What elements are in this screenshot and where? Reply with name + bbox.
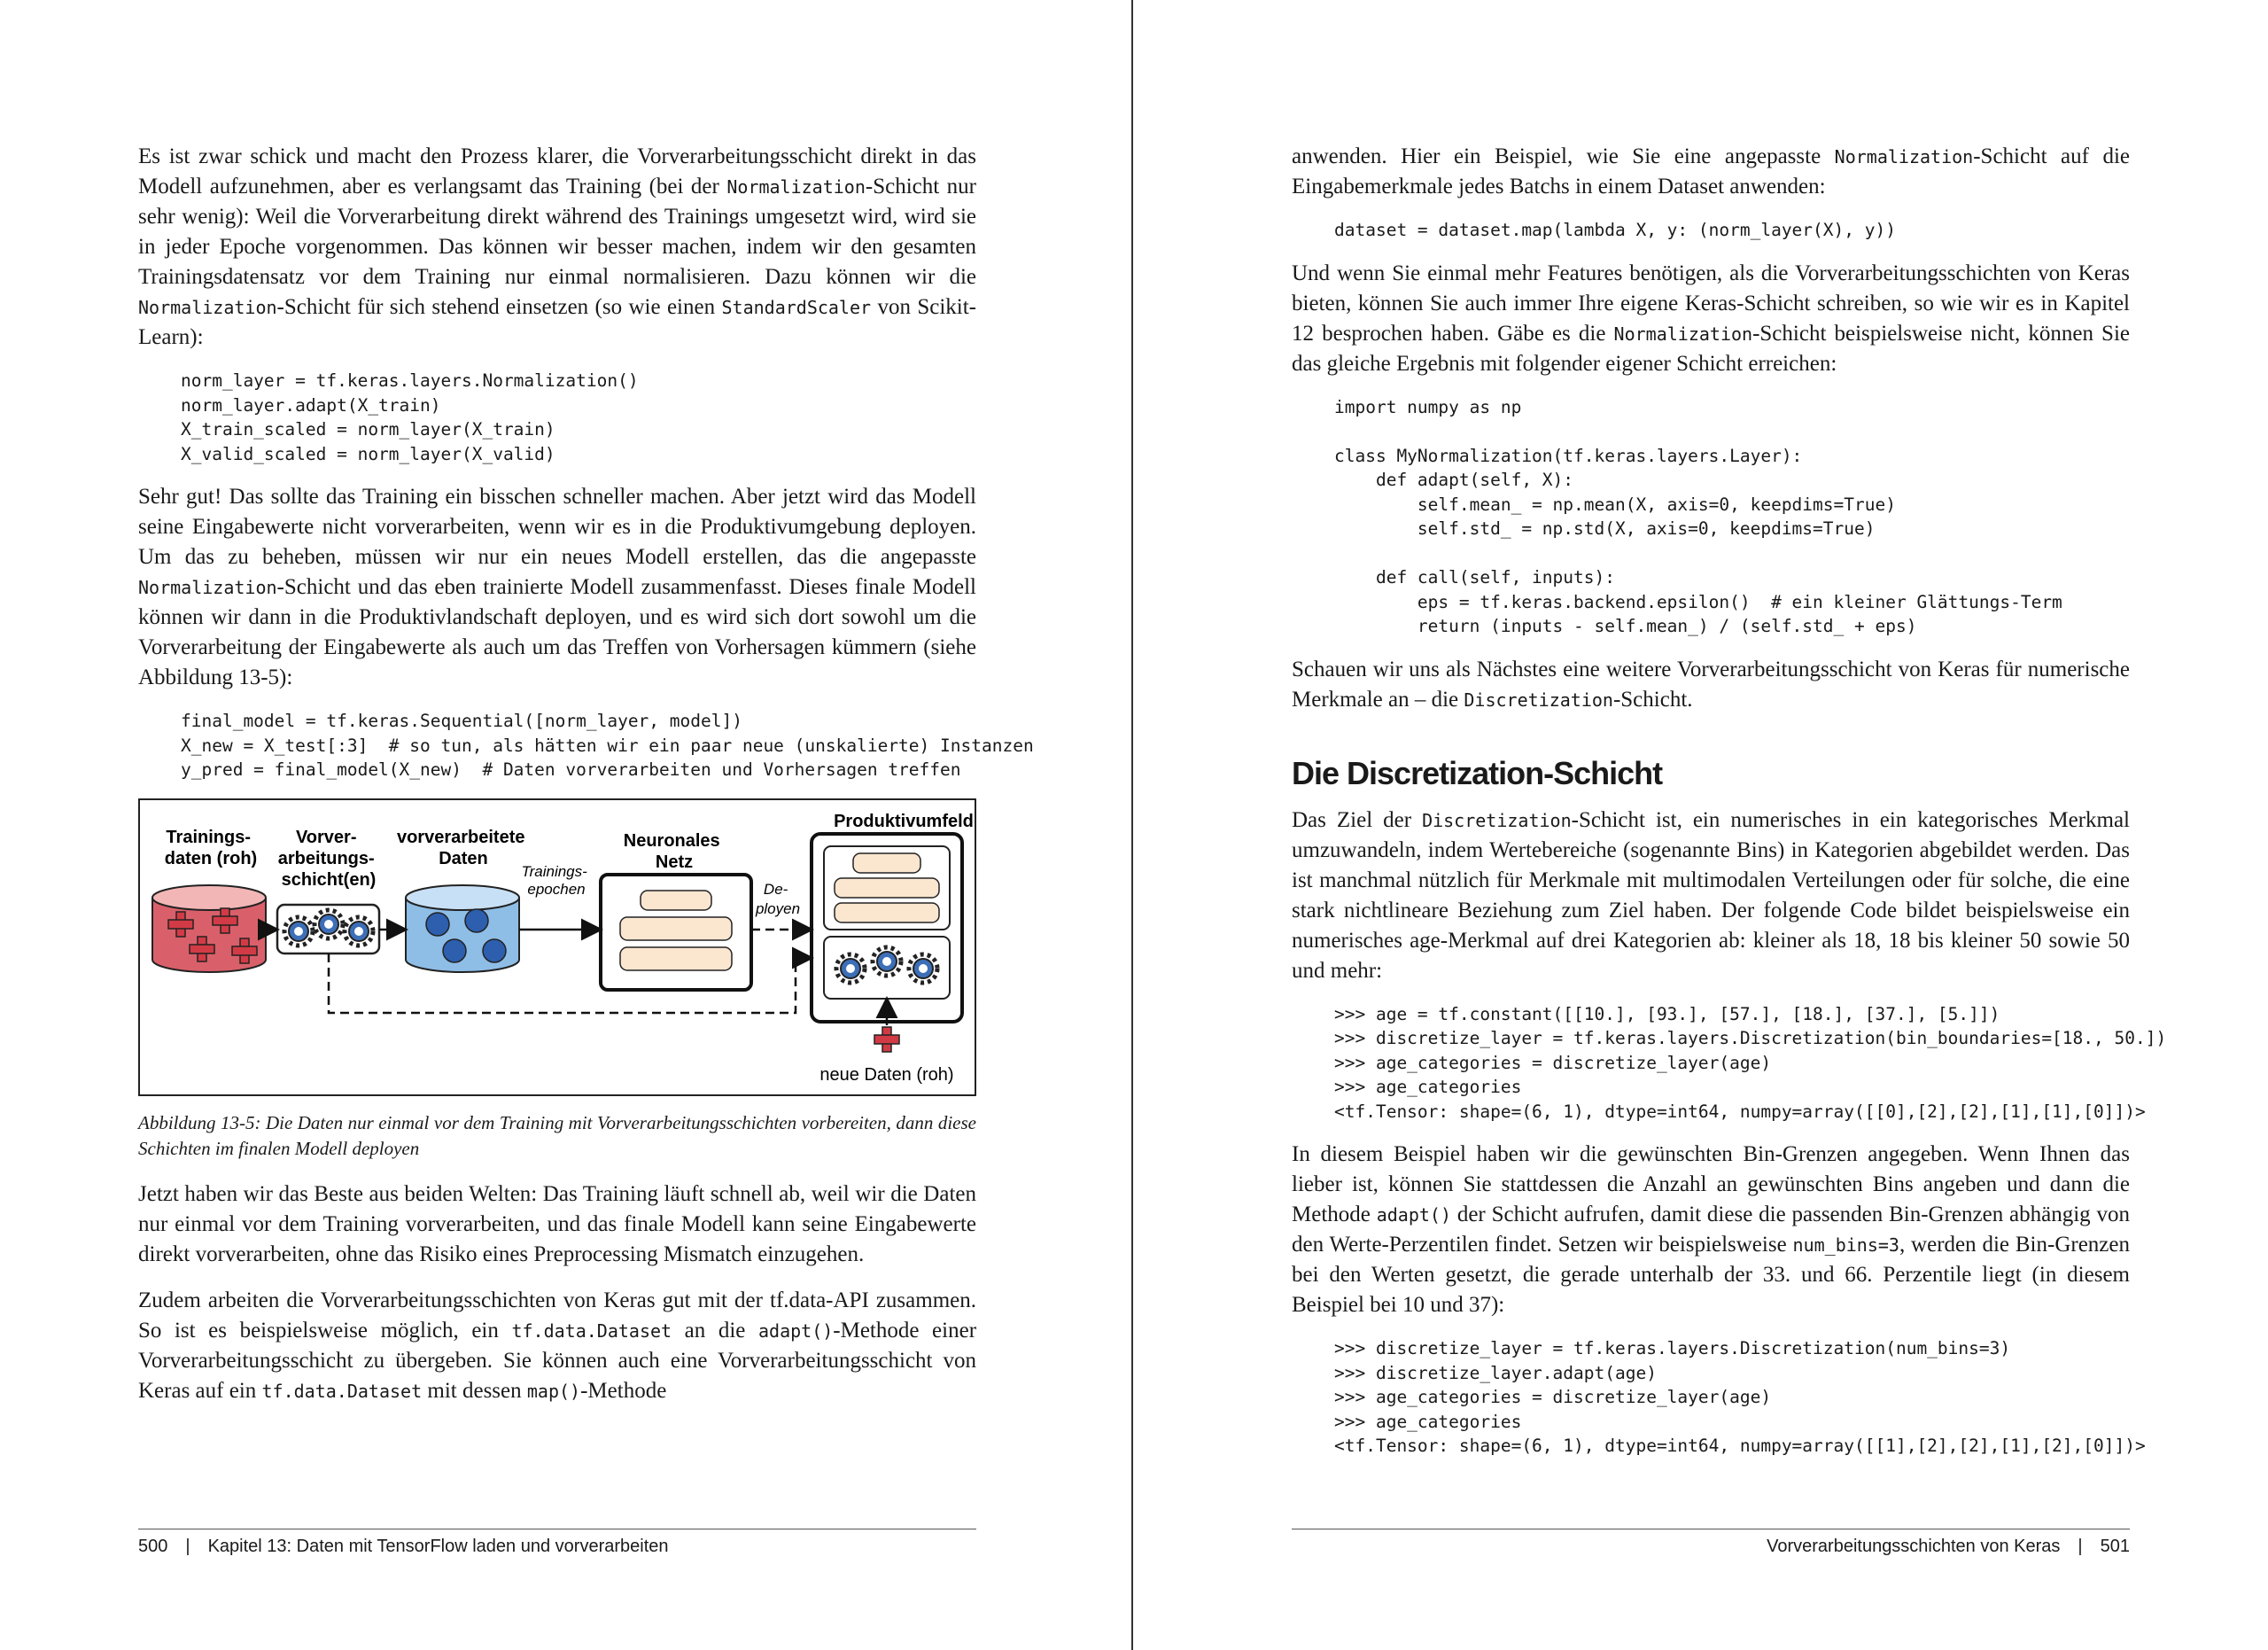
raw-data-cylinder [152, 885, 266, 972]
label-production: Produktivumfeld [834, 811, 974, 831]
figure-13-5 [138, 798, 976, 1096]
right-page [1135, 0, 2268, 1650]
code-block: >>> age = tf.constant([[10.], [93.], [57.], [18.], [37.], [5.]]) >>> discretize_layer = tf.keras.layers.Discretization(bin_boundaries=[18., 50.]) >>> age_categories = discretize_layer(age) >>> age_categories <tf.Tensor: shape=(6, 1), dtype=int64, numpy=array([[0],[2],[2],[1],[1],[0]])> [1334, 1003, 2167, 1122]
neural-network-box [601, 875, 751, 990]
preprocessing-layers-box [277, 905, 379, 953]
label-neural-net: Neuronales Netz [623, 830, 720, 872]
paragraph: Jetzt haben wir das Beste aus beiden Welten: Das Training läuft schnell ab, weil wir die Daten nur einmal vor dem Training vorverarbeiten, und das finale Modell kann seine Eingabewerte direkt vorverarbeiten, ohne das Risiko eines Preprocessing Mismatch einzugehen. [138, 1181, 976, 1266]
left-page [0, 0, 1133, 1650]
left-text-column [138, 142, 1034, 1422]
section-heading: Die Discretization-Schicht [1292, 754, 1663, 791]
paragraph: Und wenn Sie einmal mehr Features benötigen, als die Vorverarbeitungsschichten von Keras bieten, können Sie auch immer Ihre eigene Keras-Schicht schreiben, so wie wir es in Kapitel 12 besprochen haben. Gäbe es die Normalization-Schicht beispielsweise nicht, können Sie das gleiche Ergebnis mit folgender eigener Schicht erreichen: [1292, 261, 2130, 376]
paragraph: Zudem arbeiten die Vorverarbeitungsschichten von Keras gut mit der tf.data-API zusammen. So ist es beispielsweise möglich, ein tf.data.Dataset an die adapt()-Methode einer Vorverarbeitungsschicht zu übergeben. Sie können auch eine Vorverarbeitungsschicht von Keras auf ein tf.data.Dataset mit dessen map()-Methode [138, 1288, 977, 1403]
page-footer: Vorverarbeitungsschichten von Keras | 501 [1292, 1529, 2130, 1559]
label-deploy: De- ployen [755, 880, 801, 917]
section-title: Vorverarbeitungsschichten von Keras [1767, 1537, 2061, 1556]
paragraph: anwenden. Hier ein Beispiel, wie Sie eine angepasste Normalization-Schicht auf die Eingabemerkmale jedes Batchs in einem Dataset anwenden: [1292, 144, 2130, 198]
label-processed-data: vorverarbeitete Daten [396, 827, 525, 868]
paragraph: Das Ziel der Discretization-Schicht ist, ein numerisches in ein kategorisches Merkmal umzuwandeln, indem Wertebereiche (sogenannte Bins) in Kategorien abgebildet werden. Das ist manchmal nützlich für Merkmale mit multimodalen Verteilungen oder für solche, die eine stark nichtlineare Beziehung zum Ziel haben. Der folgende Code bildet beispielsweise ein numerisches age-Merkmal auf drei Kategorien ab: kleiner als 18, 18 bis kleiner 50 sowie 50 und mehr: [1292, 807, 2131, 983]
label-new-data: neue Daten (roh) [819, 1064, 954, 1085]
chapter-title: Kapitel 13: Daten mit TensorFlow laden und vorverarbeiten [207, 1537, 669, 1556]
code-block: norm_layer = tf.keras.layers.Normalization() norm_layer.adapt(X_train) X_train_scaled = norm_layer(X_train) X_valid_scaled = norm_layer(X_valid) [181, 370, 639, 464]
page-footer: 500 | Kapitel 13: Daten mit TensorFlow laden und vorverarbeiten [138, 1529, 976, 1559]
paragraph: Es ist zwar schick und macht den Prozess klarer, die Vorverarbeitungsschicht direkt in das Modell aufzunehmen, aber es verlangsamt das Training (bei der Normalization-Schicht nur sehr wenig): Weil die Vorverarbeitung direkt während des Trainings umgesetzt wird, wird sie in jeder Epoche vorgenommen. Das können wir besser machen, indem wir den gesamten Trainingsdatensatz vor dem Training nur einmal normalisieren. Dazu können wir die Normalization-Schicht für sich stehend einsetzen (so wie einen StandardScaler von Scikit-Learn): [138, 144, 977, 349]
page-number: 501 [2100, 1537, 2130, 1556]
figure-diagram [140, 800, 975, 1091]
right-text-column [1292, 142, 2167, 1475]
figure-caption: Abbildung 13-5: Die Daten nur einmal vor dem Training mit Vorverarbeitungsschichten vorbereiten, dann diese Schichten im finalen Modell deployen [138, 1111, 976, 1159]
paragraph: In diesem Beispiel haben wir die gewünschten Bin-Grenzen angegeben. Wenn Ihnen das lieber ist, können Sie stattdessen die Anzahl an gewünschten Bins angeben und dann die Methode adapt() der Schicht aufrufen, damit diese die passenden Bin-Grenzen abhängig von den Werte-Perzentilen findet. Setzen wir beispielsweise num_bins=3, werden die Bin-Grenzen bei den Werten gesetzt, die gerade unterhalb der 33. und 66. Perzentile liegt (in diesem Beispiel bei 10 und 37): [1292, 1142, 2130, 1317]
code-block: final_model = tf.keras.Sequential([norm_layer, model]) X_new = X_test[:3] # so tun, als hätten wir ein paar neue (unskalierte) Instanzen y_pred = final_model(X_new) # Daten vorverarbeiten und Vorhersagen treffen [181, 711, 1034, 780]
label-preprocessing: Vorver- arbeitungs- schicht(en) [277, 827, 377, 890]
label-raw-data: Trainings- daten (roh) [164, 827, 258, 868]
code-block: >>> discretize_layer = tf.keras.layers.Discretization(num_bins=3) >>> discretize_layer.adapt(age) >>> age_categories = discretize_layer(age) >>> age_categories <tf.Tensor: shape=(6, 1), dtype=int64, numpy=array([[1],[2],[2],[1],[2],[0]])> [1334, 1338, 2146, 1456]
code-block: import numpy as np class MyNormalization(tf.keras.layers.Layer): def adapt(self, X): self.mean_ = np.mean(X, axis=0, keepdims=True) self.std_ = np.std(X, axis=0, keepdims=True) def call(self, inputs): eps = tf.keras.backend.epsilon() # ein kleiner Glättungs-Term return (inputs - self.mean_) / (self.std_ + eps) [1334, 396, 2062, 636]
new-data-cross [874, 1027, 899, 1052]
code-block: dataset = dataset.map(lambda X, y: (norm_layer(X), y)) [1334, 220, 1896, 240]
page-number: 500 [138, 1537, 168, 1556]
processed-data-cylinder [406, 885, 519, 972]
paragraph: Sehr gut! Das sollte das Training ein bisschen schneller machen. Aber jetzt wird das Modell seine Eingabewerte nicht vorverarbeiten, wenn wir es in die Produktivumgebung deployen. Um das zu beheben, müssen wir nur ein neues Modell erstellen, das die angepasste Normalization-Schicht und das eben trainierte Modell zusammenfasst. Dieses finale Modell können wir dann in die Produktivlandschaft deployen, und es wird sich dort sowohl um die Vorverarbeitung der Eingabewerte als auch um das Treffen von Vorhersagen kümmern (siehe Abbildung 13-5): [138, 485, 976, 689]
paragraph: Schauen wir uns als Nächstes eine weitere Vorverarbeitungsschicht von Keras für numerische Merkmale an – die Discretization-Schicht. [1292, 657, 2130, 712]
production-box [812, 834, 962, 1022]
label-epochs: Trainings- epochen [521, 862, 587, 898]
